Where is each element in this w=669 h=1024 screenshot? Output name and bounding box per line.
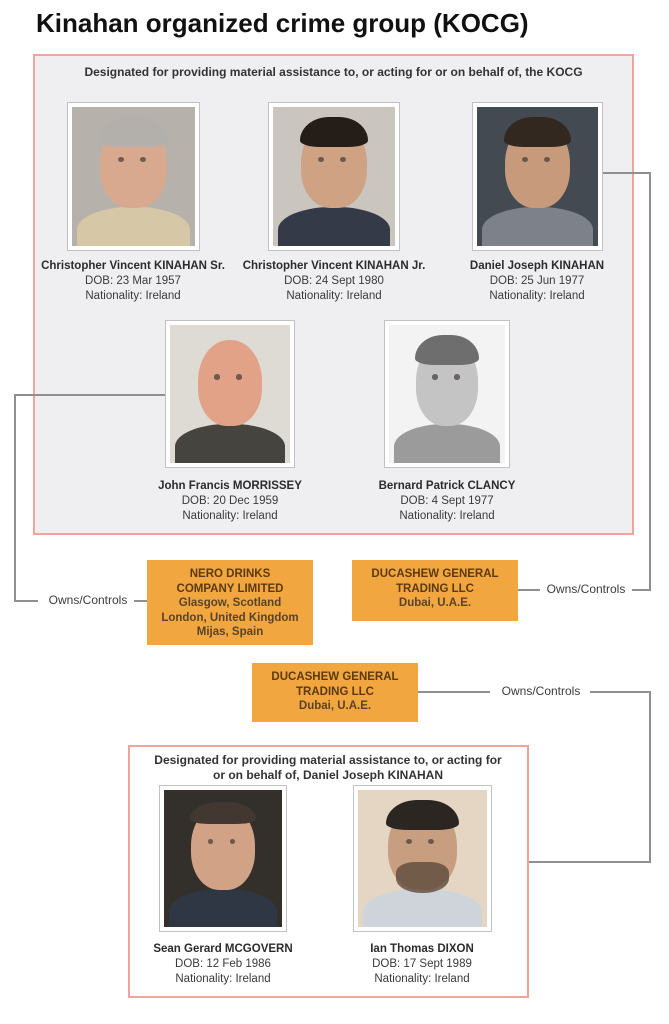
person-caption <box>332 479 562 524</box>
connector-line <box>134 600 147 602</box>
connector-line <box>418 691 490 693</box>
portrait-shoulders <box>363 889 482 927</box>
person-nationality: Nationality: Ireland <box>399 510 495 522</box>
company-location: Dubai, U.A.E. <box>398 597 472 609</box>
company-location: Mijas, Spain <box>196 626 264 638</box>
person-dob: DOB: 23 Mar 1957 <box>85 275 181 287</box>
person-caption <box>219 259 449 304</box>
connector-line <box>590 691 651 693</box>
person-name: John Francis MORRISSEY <box>158 480 302 492</box>
person-dob: DOB: 4 Sept 1977 <box>400 495 494 507</box>
person-dob: DOB: 24 Sept 1980 <box>284 275 384 287</box>
person-nationality: Nationality: Ireland <box>182 510 278 522</box>
photo-frame <box>67 102 200 251</box>
company-location: Glasgow, Scotland <box>178 597 282 609</box>
company-location: Dubai, U.A.E. <box>298 700 372 712</box>
photo-frame <box>472 102 603 251</box>
portrait-photo-mcgovern <box>164 790 282 927</box>
connector-line <box>518 589 540 591</box>
owns-controls-label-left: Owns/Controls <box>48 593 128 607</box>
connector-line <box>649 691 651 863</box>
person-dob: DOB: 17 Sept 1989 <box>372 958 472 970</box>
person-name: Bernard Patrick CLANCY <box>378 480 516 492</box>
connector-line <box>649 172 651 591</box>
portrait-hair <box>415 335 480 365</box>
portrait-photo-dixon <box>358 790 487 927</box>
djk-designation-text: Designated for providing material assistance to, or acting for or on behalf of, Daniel Joseph KINAHAN <box>154 753 502 782</box>
portrait-photo-clancy <box>389 325 505 463</box>
kocg-designation-text: Designated for providing material assistance to, or acting for or on behalf of, the KOCG <box>84 65 583 79</box>
company-box-ducashew-1 <box>352 560 518 621</box>
person-nationality: Nationality: Ireland <box>85 290 181 302</box>
connector-line <box>14 394 16 602</box>
photo-frame <box>384 320 510 468</box>
portrait-shoulders <box>394 424 501 463</box>
person-dob: DOB: 20 Dec 1959 <box>181 495 279 507</box>
company-name: DUCASHEW GENERAL <box>371 568 499 580</box>
portrait-photo-morrissey <box>170 325 290 463</box>
person-name: Ian Thomas DIXON <box>370 943 474 955</box>
photo-frame <box>159 785 287 932</box>
person-caption <box>18 259 248 304</box>
photo-frame <box>268 102 400 251</box>
company-location: London, United Kingdom <box>161 611 299 624</box>
owns-controls-label-right: Owns/Controls <box>546 582 626 596</box>
photo-frame <box>165 320 295 468</box>
owns-controls-label-bottom: Owns/Controls <box>501 684 581 698</box>
portrait-hair <box>300 117 368 148</box>
portrait-shoulders <box>175 424 285 463</box>
portrait-hair <box>386 800 458 830</box>
connector-line <box>14 394 165 396</box>
person-caption <box>307 942 537 987</box>
company-name: NERO DRINKS <box>189 568 271 580</box>
portrait-photo-daniel-kinahan <box>477 107 598 246</box>
page-title: Kinahan organized crime group (KOCG) <box>36 8 529 38</box>
photo-frame <box>353 785 492 932</box>
portrait-shoulders <box>77 207 190 246</box>
person-name: Daniel Joseph KINAHAN <box>469 260 605 272</box>
person-nationality: Nationality: Ireland <box>374 973 470 985</box>
company-name: DUCASHEW GENERAL <box>271 671 399 683</box>
portrait-hair <box>99 117 168 148</box>
portrait-shoulders <box>278 207 390 246</box>
company-name: COMPANY LIMITED <box>176 582 284 595</box>
person-nationality: Nationality: Ireland <box>286 290 382 302</box>
person-dob: DOB: 12 Feb 1986 <box>175 958 271 970</box>
portrait-shoulders <box>482 207 593 246</box>
person-dob: DOB: 25 Jun 1977 <box>489 275 585 287</box>
portrait-head <box>198 340 263 426</box>
person-caption <box>422 259 652 304</box>
person-caption <box>115 479 345 524</box>
company-box-nero-drinks <box>147 560 313 645</box>
company-name: TRADING LLC <box>296 685 374 698</box>
person-nationality: Nationality: Ireland <box>175 973 271 985</box>
person-name: Christopher Vincent KINAHAN Jr. <box>242 260 426 272</box>
person-name: Christopher Vincent KINAHAN Sr. <box>41 260 225 272</box>
portrait-shoulders <box>169 889 278 927</box>
portrait-photo-kinahan-jr <box>273 107 395 246</box>
portrait-hair <box>504 117 572 148</box>
company-box-ducashew-2 <box>252 663 418 722</box>
portrait-photo-kinahan-sr <box>72 107 195 246</box>
connector-line <box>14 600 38 602</box>
portrait-hair <box>190 802 256 824</box>
connector-line <box>632 589 651 591</box>
person-name: Sean Gerard MCGOVERN <box>153 943 293 955</box>
connector-line <box>603 172 651 174</box>
person-caption <box>108 942 338 987</box>
company-name: TRADING LLC <box>396 582 474 595</box>
person-nationality: Nationality: Ireland <box>489 290 585 302</box>
